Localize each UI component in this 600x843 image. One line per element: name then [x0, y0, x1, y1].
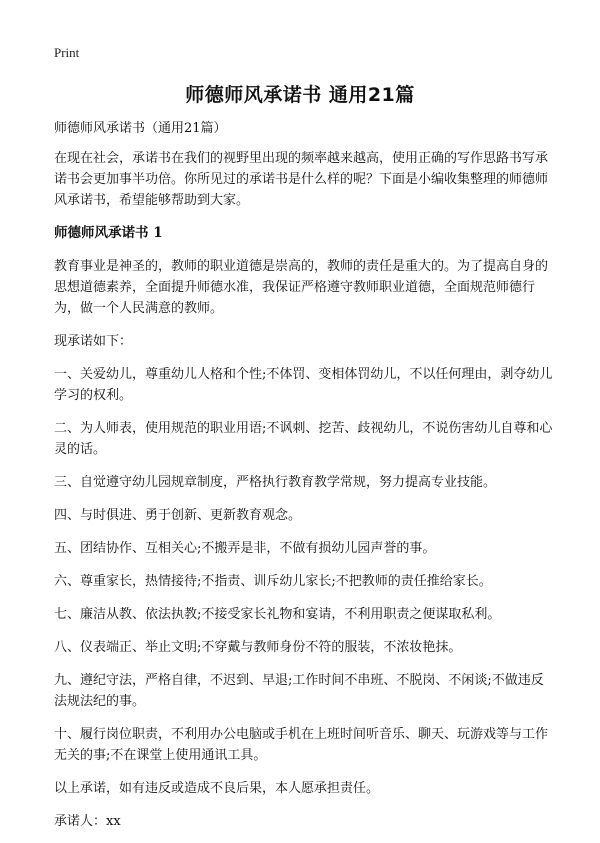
- document-body: [54, 118, 554, 843]
- commitment-item-9: 九、遵纪守法，严格自律，不迟到、早退;工作时间不串班、不脱岗、不闲谈;不做违反法规法纪的事。: [54, 673, 544, 709]
- commitment-item-8: 八、仪表端正、举止文明;不穿戴与教师身份不符的服装，不浓妆艳抹。: [54, 640, 462, 655]
- signer-line: 承诺人：xx: [54, 814, 121, 829]
- commitment-item-3: 三、自觉遵守幼儿园规章制度，严格执行教育教学常规，努力提高专业技能。: [54, 475, 497, 490]
- commitment-item-4: 四、与时俱进、勇于创新、更新教育观念。: [54, 508, 302, 523]
- commitment-item-2: 二、为人师表，使用规范的职业用语;不讽刺、挖苦、歧视幼儿，不说伤害幼儿自尊和心灵的话。: [54, 421, 553, 457]
- subtitle: 师德师风承诺书（通用21篇）: [54, 121, 227, 136]
- commitment-item-7: 七、廉洁从教、依法执教;不接受家长礼物和宴请，不利用职责之便谋取私利。: [54, 607, 501, 622]
- commitment-item-5: 五、团结协作、互相关心;不搬弄是非，不做有损幼儿园声誉的事。: [54, 541, 436, 556]
- intro-paragraph: 在现在社会，承诺书在我们的视野里出现的频率越来越高，使用正确的写作思路书写承诺书会更加事半功倍。你所见过的承诺书是什么样的呢？下面是小编收集整理的师德师风承诺书，希望能够帮助到大家。: [54, 151, 549, 208]
- section-heading: 师德师风承诺书 1: [54, 225, 163, 241]
- commitment-item-1: 一、关爱幼儿，尊重幼儿人格和个性;不体罚、变相体罚幼儿，不以任何理由，剥夺幼儿学习的权利。: [54, 367, 553, 403]
- commitment-item-6: 六、尊重家长，热情接待;不指责、训斥幼儿家长;不把教师的责任推给家长。: [54, 574, 492, 589]
- print-link[interactable]: Print: [54, 45, 80, 60]
- page-title: 师德师风承诺书 通用21篇: [185, 84, 415, 106]
- closing-statement: 以上承诺，如有违反或造成不良后果，本人愿承担责任。: [54, 781, 380, 796]
- commitment-lead: 现承诺如下：: [54, 334, 133, 349]
- section-intro-paragraph: 教育事业是神圣的，教师的职业道德是崇高的，教师的责任是重大的。为了提高自身的思想道德素养，全面提升师德水准，我保证严格遵守教师职业道德，全面规范师德行为，做一个人民满意的教师。: [54, 259, 549, 316]
- commitment-item-10: 十、履行岗位职责，不利用办公电脑或手机在上班时间听音乐、聊天、玩游戏等与工作无关的事;不在课堂上使用通讯工具。: [54, 727, 549, 763]
